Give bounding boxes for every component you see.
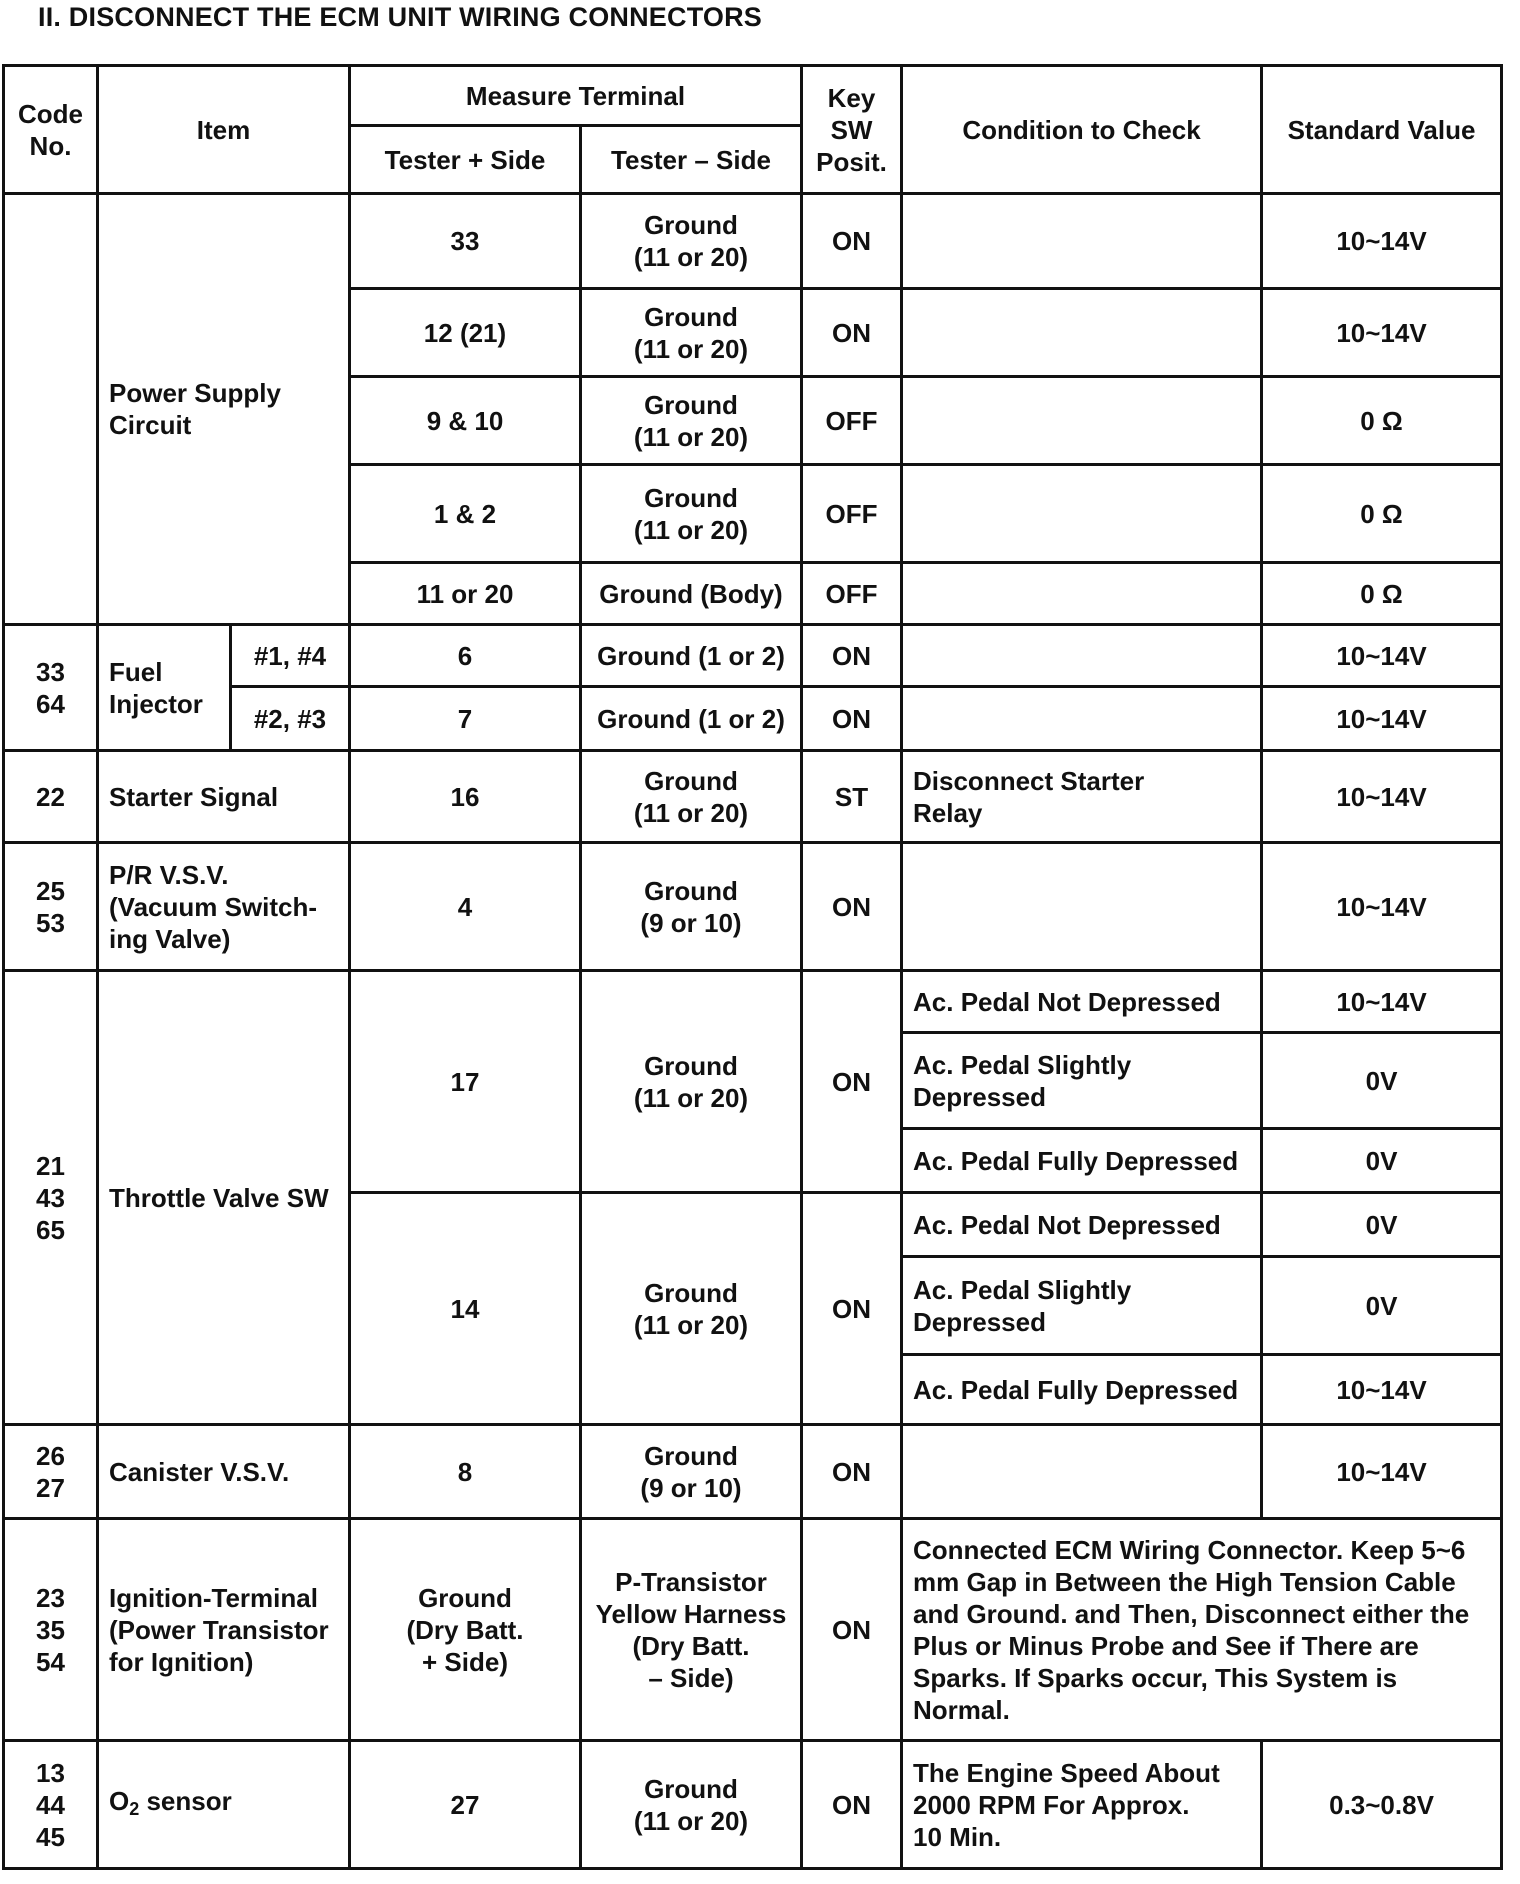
table-row — [4, 1741, 1502, 1869]
value-cell: 0V — [1262, 1033, 1502, 1129]
plus-cell: 6 — [350, 625, 581, 687]
plus-cell: 16 — [350, 751, 581, 843]
col-header-standard: Standard Value — [1262, 66, 1502, 194]
value-cell: 0V — [1262, 1257, 1502, 1355]
minus-cell: Ground (11 or 20) — [581, 465, 802, 563]
value-cell: 0V — [1262, 1129, 1502, 1193]
value-cell: 0V — [1262, 1193, 1502, 1257]
code-cell: 13 44 45 — [4, 1741, 98, 1869]
table-row — [4, 194, 1502, 289]
minus-cell: Ground (11 or 20) — [581, 971, 802, 1193]
condition-cell: Ac. Pedal Slightly Depressed — [902, 1257, 1262, 1355]
plus-cell: 9 & 10 — [350, 377, 581, 465]
code-cell: 33 64 — [4, 625, 98, 751]
minus-cell: Ground (Body) — [581, 563, 802, 625]
item-cell: Throttle Valve SW — [98, 971, 350, 1425]
condition-cell: Ac. Pedal Fully Depressed — [902, 1355, 1262, 1425]
key-cell: ON — [802, 1741, 902, 1869]
table-row — [4, 843, 1502, 971]
condition-cell — [902, 563, 1262, 625]
key-cell: OFF — [802, 465, 902, 563]
item-cell: Starter Signal — [98, 751, 350, 843]
condition-cell — [902, 625, 1262, 687]
minus-cell: P-Transistor Yellow Harness (Dry Batt. – Side) — [581, 1519, 802, 1741]
value-cell: 0 Ω — [1262, 377, 1502, 465]
minus-cell: Ground (11 or 20) — [581, 377, 802, 465]
value-cell: 10~14V — [1262, 194, 1502, 289]
minus-cell: Ground (9 or 10) — [581, 843, 802, 971]
plus-cell: 4 — [350, 843, 581, 971]
minus-cell: Ground (11 or 20) — [581, 1193, 802, 1425]
minus-cell: Ground (9 or 10) — [581, 1425, 802, 1519]
condition-cell — [902, 843, 1262, 971]
o2-item-subscript: 2 — [129, 1798, 140, 1819]
key-cell: ON — [802, 194, 902, 289]
sub-item-cell: #2, #3 — [231, 687, 350, 751]
minus-cell: Ground (1 or 2) — [581, 687, 802, 751]
code-cell: 22 — [4, 751, 98, 843]
item-cell: Canister V.S.V. — [98, 1425, 350, 1519]
key-cell: ON — [802, 971, 902, 1193]
plus-cell: 33 — [350, 194, 581, 289]
condition-cell — [902, 1425, 1262, 1519]
key-cell: ON — [802, 1425, 902, 1519]
condition-cell: The Engine Speed About 2000 RPM For Approx. 10 Min. — [902, 1741, 1262, 1869]
table-row — [4, 1519, 1502, 1741]
key-cell: ON — [802, 687, 902, 751]
value-cell: 10~14V — [1262, 971, 1502, 1033]
condition-cell — [902, 687, 1262, 751]
condition-cell: Connected ECM Wiring Connector. Keep 5~6 mm Gap in Between the High Tension Cable and Ground. and Then, Disconnect either the Plus or Minus Probe and See if There are Sparks. If Sparks occur, This System is Normal. — [902, 1519, 1502, 1741]
col-header-minus: Tester – Side — [581, 126, 802, 194]
plus-cell: 11 or 20 — [350, 563, 581, 625]
item-cell — [98, 1741, 350, 1869]
value-cell: 10~14V — [1262, 625, 1502, 687]
o2-item-main: O — [109, 1785, 130, 1816]
plus-cell: 8 — [350, 1425, 581, 1519]
minus-cell: Ground (11 or 20) — [581, 751, 802, 843]
ecm-check-table — [2, 64, 1503, 1870]
value-cell: 10~14V — [1262, 751, 1502, 843]
plus-cell: 17 — [350, 971, 581, 1193]
plus-cell: 12 (21) — [350, 289, 581, 377]
table-row — [4, 751, 1502, 843]
key-cell: OFF — [802, 377, 902, 465]
code-cell — [4, 194, 98, 625]
condition-cell — [902, 377, 1262, 465]
key-cell: ON — [802, 843, 902, 971]
value-cell: 0 Ω — [1262, 563, 1502, 625]
code-cell: 23 35 54 — [4, 1519, 98, 1741]
minus-cell: Ground (11 or 20) — [581, 194, 802, 289]
minus-cell: Ground (1 or 2) — [581, 625, 802, 687]
value-cell: 0.3~0.8V — [1262, 1741, 1502, 1869]
table-row — [4, 1425, 1502, 1519]
item-cell: P/R V.S.V. (Vacuum Switch- ing Valve) — [98, 843, 350, 971]
col-header-plus: Tester + Side — [350, 126, 581, 194]
condition-cell — [902, 289, 1262, 377]
code-cell: 25 53 — [4, 843, 98, 971]
value-cell: 10~14V — [1262, 687, 1502, 751]
condition-cell: Ac. Pedal Not Depressed — [902, 1193, 1262, 1257]
condition-cell: Ac. Pedal Fully Depressed — [902, 1129, 1262, 1193]
condition-cell — [902, 465, 1262, 563]
plus-cell: 7 — [350, 687, 581, 751]
value-cell: 10~14V — [1262, 843, 1502, 971]
minus-cell: Ground (11 or 20) — [581, 1741, 802, 1869]
key-cell: ST — [802, 751, 902, 843]
col-header-code: Code No. — [4, 66, 98, 194]
key-cell: ON — [802, 1193, 902, 1425]
plus-cell: 14 — [350, 1193, 581, 1425]
code-cell: 26 27 — [4, 1425, 98, 1519]
value-cell: 10~14V — [1262, 1355, 1502, 1425]
col-header-condition: Condition to Check — [902, 66, 1262, 194]
item-cell: Power Supply Circuit — [98, 194, 350, 625]
key-cell: ON — [802, 625, 902, 687]
code-cell: 21 43 65 — [4, 971, 98, 1425]
value-cell: 10~14V — [1262, 1425, 1502, 1519]
item-cell: Fuel Injector — [98, 625, 231, 751]
plus-cell: 27 — [350, 1741, 581, 1869]
table-row — [4, 625, 1502, 687]
sub-item-cell: #1, #4 — [231, 625, 350, 687]
minus-cell: Ground (11 or 20) — [581, 289, 802, 377]
value-cell: 10~14V — [1262, 289, 1502, 377]
key-cell: ON — [802, 1519, 902, 1741]
o2-item-tail: sensor — [139, 1785, 232, 1816]
key-cell: OFF — [802, 563, 902, 625]
plus-cell: Ground (Dry Batt. + Side) — [350, 1519, 581, 1741]
col-header-item: Item — [98, 66, 350, 194]
table-row — [4, 971, 1502, 1033]
plus-cell: 1 & 2 — [350, 465, 581, 563]
col-header-key: Key SW Posit. — [802, 66, 902, 194]
item-cell: Ignition-Terminal (Power Transistor for Ignition) — [98, 1519, 350, 1741]
header-row — [4, 66, 1502, 126]
condition-cell: Ac. Pedal Slightly Depressed — [902, 1033, 1262, 1129]
section-heading: II. DISCONNECT THE ECM UNIT WIRING CONNECTORS — [38, 2, 763, 32]
key-cell: ON — [802, 289, 902, 377]
col-header-measure: Measure Terminal — [350, 66, 802, 126]
condition-cell: Ac. Pedal Not Depressed — [902, 971, 1262, 1033]
condition-cell — [902, 194, 1262, 289]
value-cell: 0 Ω — [1262, 465, 1502, 563]
condition-cell: Disconnect Starter Relay — [902, 751, 1262, 843]
